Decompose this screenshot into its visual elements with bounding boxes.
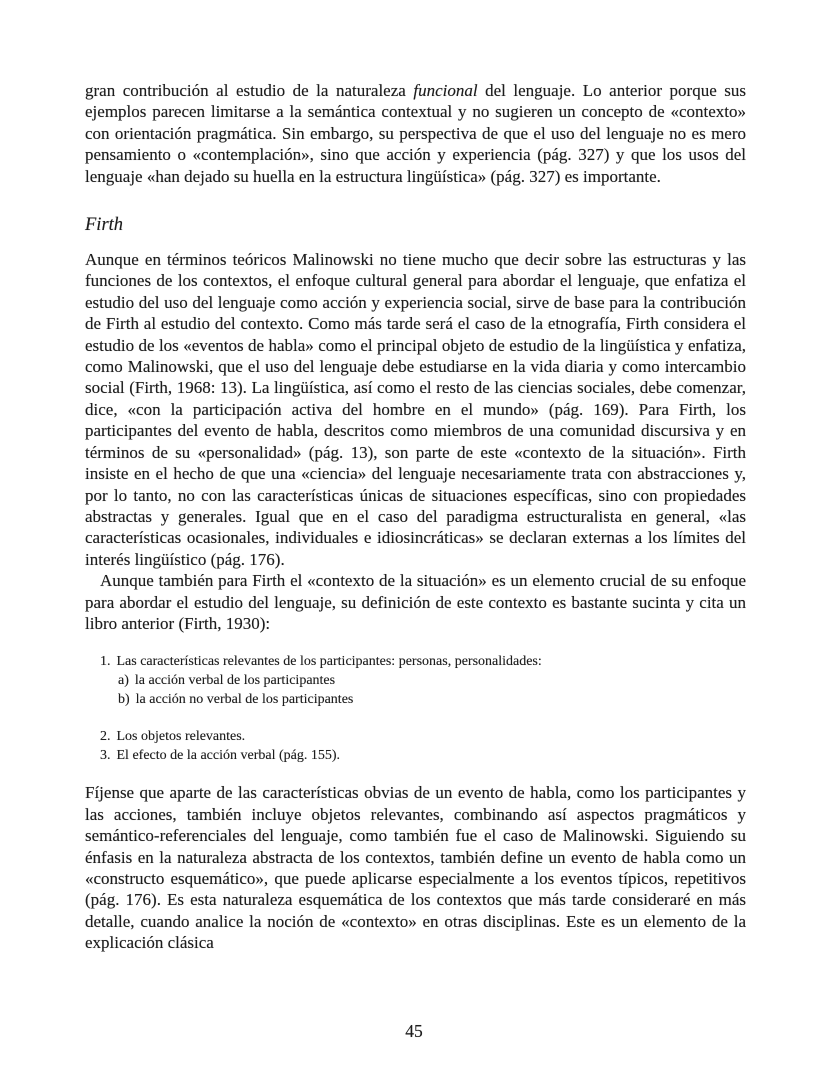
list-item-text: Los objetos relevantes. [116, 729, 246, 745]
list-item-marker: a) [118, 672, 129, 688]
list-item [100, 728, 746, 747]
paragraph-text: gran contribución al estudio de la naturaleza [85, 81, 414, 100]
list-subitem [100, 672, 746, 691]
list-item-marker: 2. [100, 729, 111, 745]
list-item-text: la acción verbal de los participantes [134, 672, 336, 688]
text-column [85, 80, 746, 954]
list-item-text: la acción no verbal de los participantes [135, 691, 354, 707]
paragraph-commentary: Fíjense que aparte de las características obvias de un evento de habla, como los participantes y las acciones, también incluye objetos relevantes, combinando así aspectos pragmáticos y semántico-referenciales del lenguaje, como también fue el caso de Malinowski. Siguiendo su énfasis en la naturaleza abstracta de los contextos, también define un evento de habla como un «constructo esquemático», que puede aplicarse especialmente a los eventos típicos, repetitivos (pág. 176). Es esta naturaleza esquemática de los contextos que más tarde consideraré en más detalle, cuando analice la noción de «contexto» en otras disciplinas. Este es un elemento de la explicación clásica [85, 783, 746, 953]
list-item-marker: b) [118, 691, 130, 707]
paragraph-context-definition: Aunque también para Firth el «contexto de la situación» es un elemento crucial de su enfoque para abordar el estudio del lenguaje, su definición de este contexto es bastante sucinta y cita un libro anterior (Firth, 1930): [85, 571, 746, 633]
list-item-text: El efecto de la acción verbal (pág. 155). [116, 747, 341, 763]
section-heading-firth: Firth [85, 215, 124, 236]
page-number: 45 [405, 1021, 423, 1041]
quoted-definition-list [100, 653, 746, 765]
list-item [100, 653, 746, 672]
paragraph-firth-overview: Aunque en términos teóricos Malinowski no tiene mucho que decir sobre las estructuras y las funciones de los contextos, el enfoque cultural general para abordar el lenguaje, que enfatiza el estudio del uso del lenguaje como acción y experiencia social, sirve de base para la contribución de Firth al estudio del contexto. Como más tarde será el caso de la etnografía, Firth considera el estudio de los «eventos de habla» como el principal objeto de estudio de la lingüística y enfatiza, como Malinowski, que el uso del lenguaje debe estudiarse en la vida diaria y como intercambio social (Firth, 1968: 13). La lingüística, así como el resto de las ciencias sociales, debe comenzar, dice, «con la participación activa del hombre en el mundo» (pág. 169). Para Firth, los participantes del evento de habla, descritos como miembros de una comunidad discursiva y en términos de su «personalidad» (pág. 13), son parte de este «contexto de la situación». Firth insiste en el hecho de que una «ciencia» del lenguaje necesariamente trata con abstracciones y, por lo tanto, no con las características únicas de situaciones específicas, sino con propiedades abstractas y generales. Igual que en el caso del paradigma estructuralista en general, «las características ocasionales, individuales e idiosincráticas» se declaran externas a los límites del interés lingüístico (pág. 176). [85, 250, 746, 569]
list-item [100, 747, 746, 766]
list-subitem [100, 691, 746, 710]
list-item-text: Las características relevantes de los participantes: personas, personalidades: [116, 654, 542, 670]
italic-term-funcional: funcional [413, 81, 478, 100]
list-item-marker: 3. [100, 747, 111, 763]
paragraph-text: del lenguaje. Lo anterior porque sus ejemplos parecen limitarse a la semántica contextual y no sugieren un concepto de «contexto» con orientación pragmática. Sin embargo, su perspectiva de que el uso del lenguaje no es mero pensamiento o «contemplación», sino que acción y experiencia (pág. 327) y que los usos del lenguaje «han dejado su huella en la estructura lingüística» (pág. 327) es importante. [85, 81, 746, 186]
list-item-marker: 1. [100, 654, 111, 670]
paragraph-continuation [85, 80, 746, 187]
